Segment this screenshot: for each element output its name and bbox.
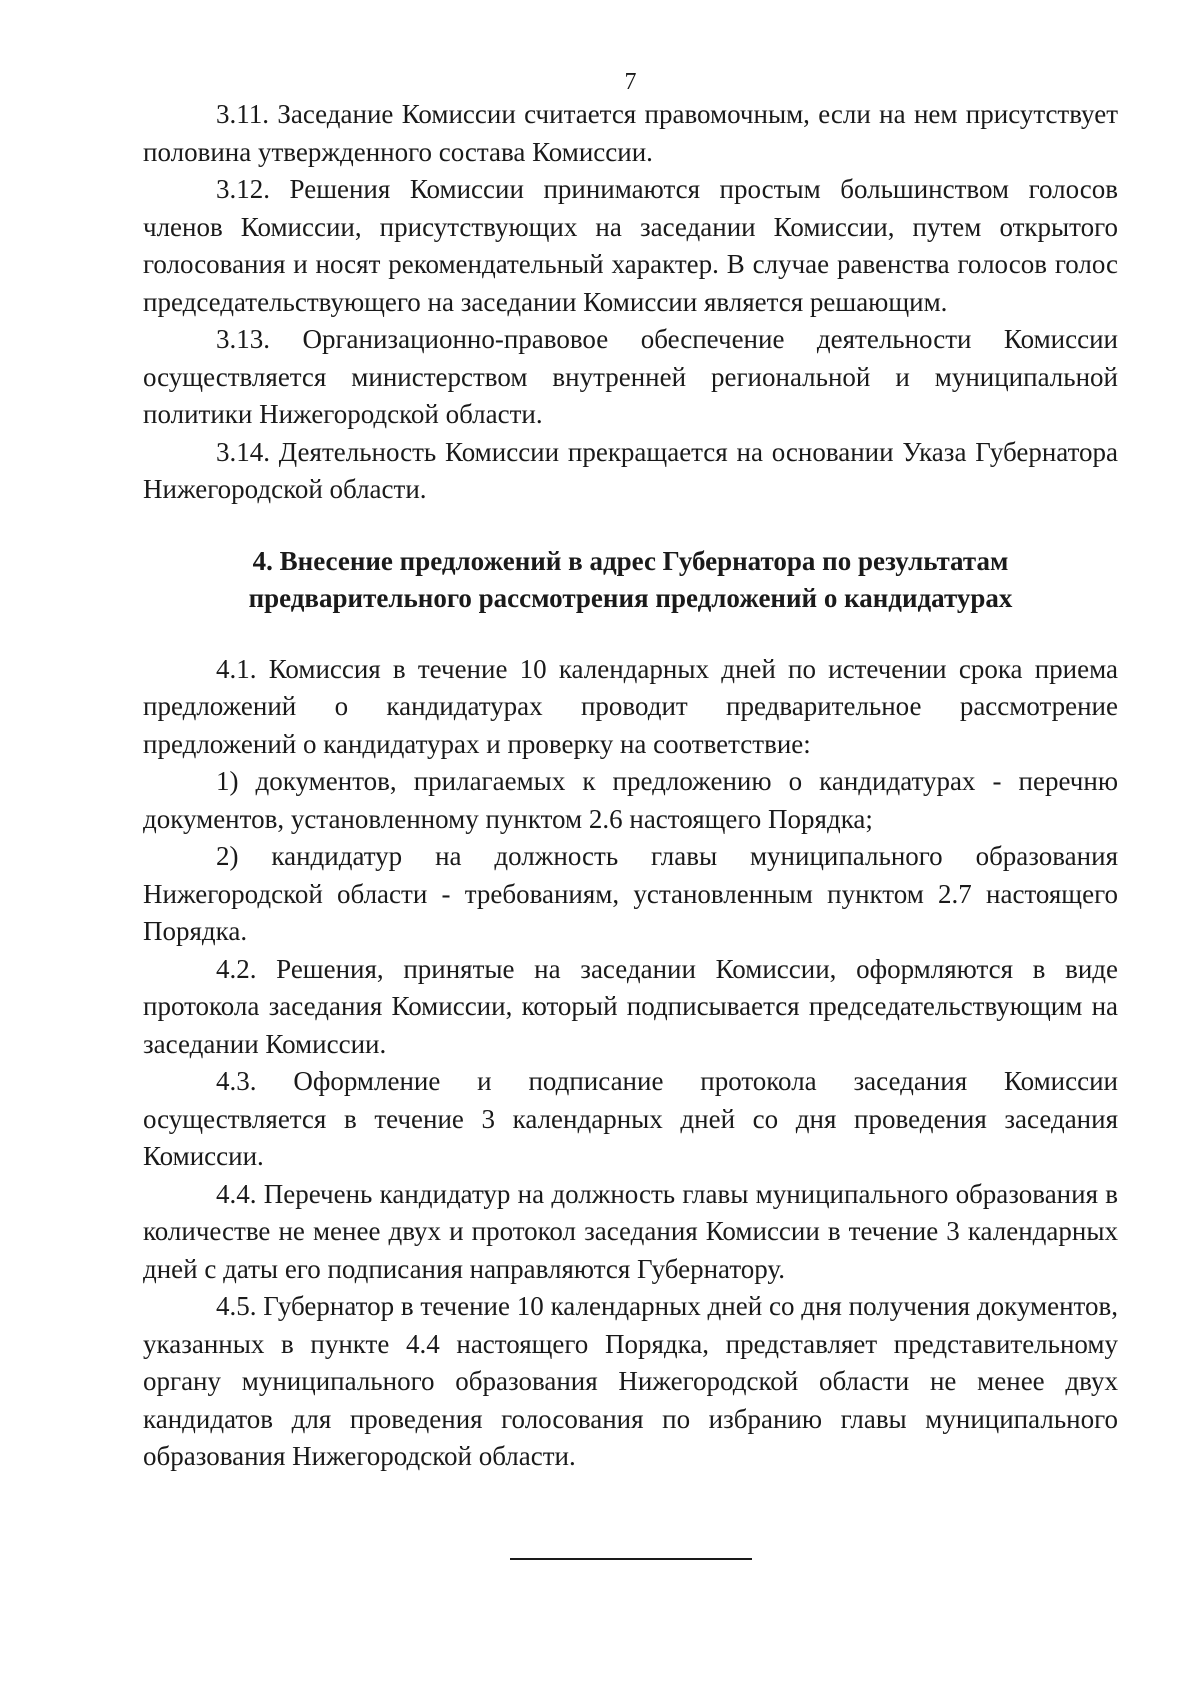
spacer — [143, 617, 1118, 651]
paragraph-3-11: 3.11. Заседание Комиссии считается правомочным, если на нем присутствует половина утвержденного состава Комиссии. — [143, 99, 1118, 167]
paragraph-4-3: 4.3. Оформление и подписание протокола заседания Комиссии осуществляется в течение 3 календарных дней со дня проведения заседания Комиссии. — [143, 1066, 1118, 1171]
page-number: 7 — [624, 69, 637, 95]
paragraph-4-4: 4.4. Перечень кандидатур на должность главы муниципального образования в количестве не менее двух и протокол заседания Комиссии в течение 3 календарных дней с даты его подписания направляются Губернатору. — [143, 1178, 1118, 1284]
spacer — [143, 509, 1118, 543]
document-page — [143, 68, 1118, 1476]
paragraph-4-1-item-2: 2) кандидатур на должность главы муниципального образования Нижегородской области - требованиям, установленным пунктом 2.7 настоящего Порядка. — [143, 841, 1118, 946]
paragraph-3-13: 3.13. Организационно-правовое обеспечение деятельности Комиссии осуществляется министерством внутренней региональной и муниципальной политики Нижегородской области. — [143, 324, 1118, 429]
paragraph-3-14: 3.14. Деятельность Комиссии прекращается на основании Указа Губернатора Нижегородской области. — [143, 436, 1118, 504]
section-4-heading — [143, 543, 1118, 617]
paragraph-3-12: 3.12. Решения Комиссии принимаются простым большинством голосов членов Комиссии, присутствующих на заседании Комиссии, путем открытого голосования и носят рекомендательный характер. В случае равенства голосов голос председательствующего на заседании Комиссии является решающим. — [143, 174, 1118, 317]
paragraph-4-1: 4.1. Комиссия в течение 10 календарных дней по истечении срока приема предложений о кандидатурах проводит предварительное рассмотрение предложений о кандидатурах и проверку на соответствие: — [143, 653, 1118, 759]
section-4-heading-line-2: предварительного рассмотрения предложений о кандидатурах — [248, 582, 1013, 613]
paragraph-4-5: 4.5. Губернатор в течение 10 календарных дней со дня получения документов, указанных в пункте 4.4 настоящего Порядка, представляет представительному органу муниципального образования Нижегородской области не менее двух кандидатов для проведения голосования по избранию главы муниципального образования Нижегородской области. — [143, 1291, 1118, 1471]
end-divider-line — [510, 1558, 752, 1560]
section-4-heading-line-1: 4. Внесение предложений в адрес Губернатора по результатам — [252, 545, 1009, 576]
paragraph-4-1-item-1: 1) документов, прилагаемых к предложению о кандидатурах - перечню документов, установленному пунктом 2.6 настоящего Порядка; — [143, 766, 1118, 834]
paragraph-4-2: 4.2. Решения, принятые на заседании Комиссии, оформляются в виде протокола заседания Комиссии, который подписывается председательствующим на заседании Комиссии. — [143, 953, 1118, 1059]
